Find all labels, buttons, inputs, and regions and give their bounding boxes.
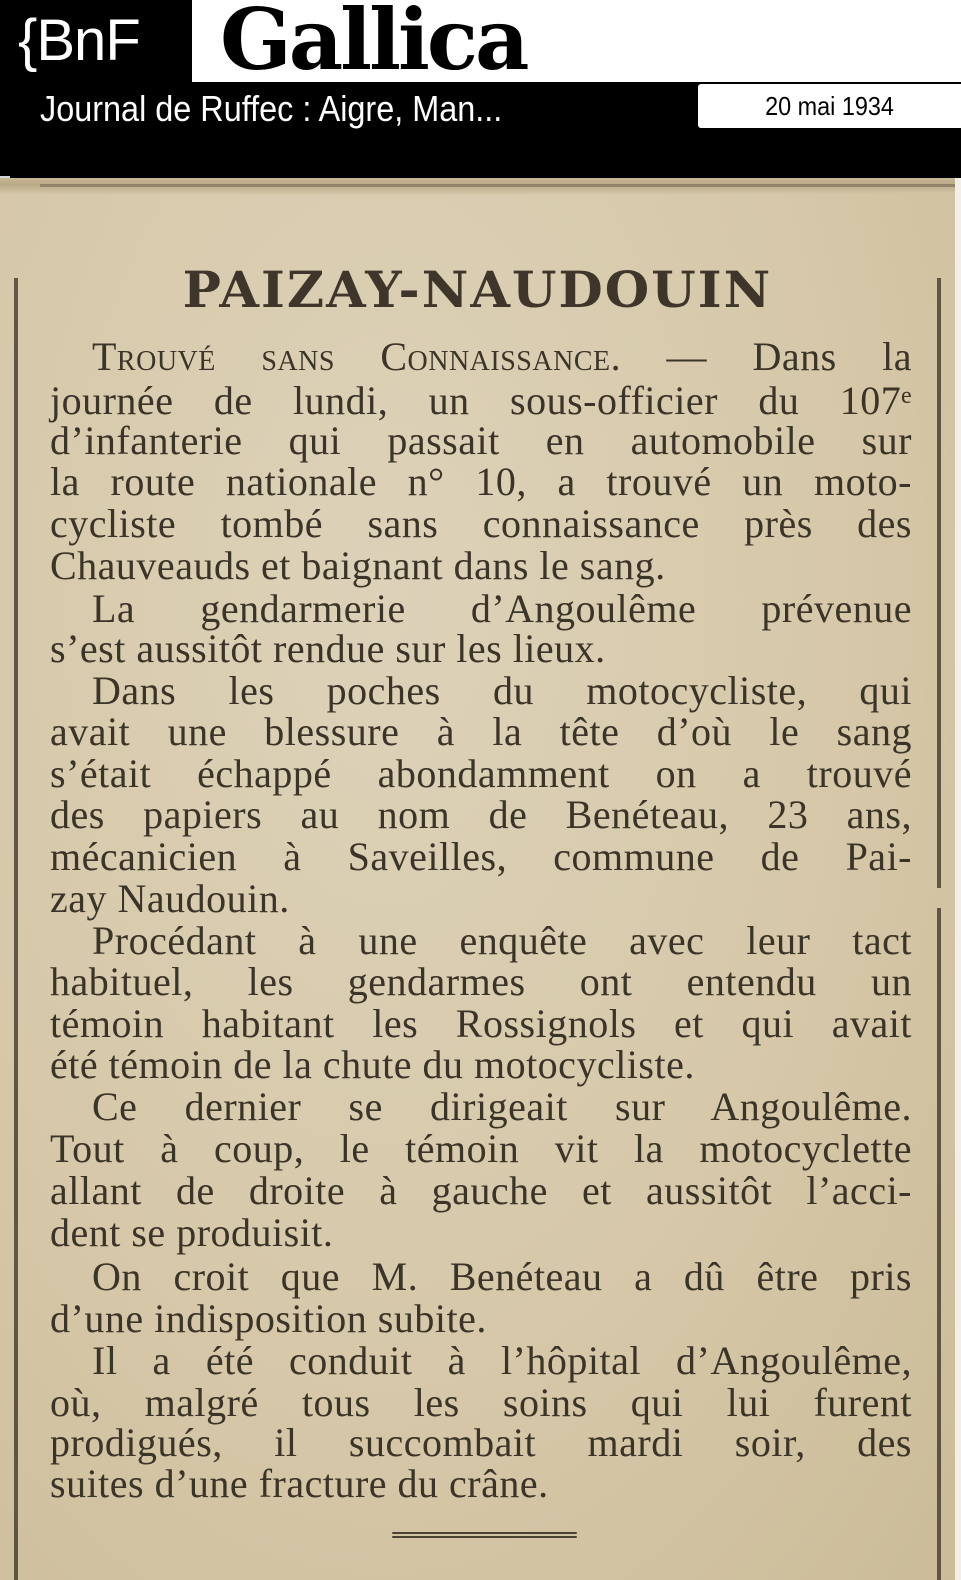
gallica-logo[interactable]: Gallica xyxy=(220,0,527,89)
document-title[interactable]: Journal de Ruffec : Aigre, Man... xyxy=(40,88,503,129)
article-line xyxy=(50,878,912,920)
article-line xyxy=(50,1212,912,1254)
article-line-text: On croit que M. Benéteau a dû être pris xyxy=(92,1254,912,1299)
article-line xyxy=(50,503,912,545)
bnf-logo[interactable]: {BnF xyxy=(0,0,192,82)
article-line-text: où, malgré tous les soins qui lui furent xyxy=(50,1380,912,1425)
article-line xyxy=(50,1170,912,1212)
article-line-text: des papiers au nom de Benéteau, 23 ans, xyxy=(50,792,912,837)
article-line xyxy=(50,336,912,378)
article-line xyxy=(50,920,912,962)
article-line xyxy=(50,711,912,753)
article-line-text: journée de lundi, un sous-officier du 107ᵉ xyxy=(50,378,912,423)
article-line-text: — Dans la xyxy=(621,334,913,379)
article-line-text: dent se produisit. xyxy=(50,1210,334,1255)
article-line-text: suites d’une fracture du crâne. xyxy=(50,1461,549,1506)
gallica-logo-box xyxy=(192,0,961,89)
article-line xyxy=(50,1128,912,1170)
article-line-text: cycliste tombé sans connaissance près des xyxy=(50,501,912,546)
scanned-page xyxy=(0,178,961,1580)
date-badge[interactable] xyxy=(698,84,961,128)
article-line xyxy=(50,380,912,422)
article-line xyxy=(50,1340,912,1382)
article-line-text: s’était échappé abondamment on a trouvé xyxy=(50,751,912,796)
page-edge xyxy=(955,178,961,1580)
article-line-text: s’est aussitôt rendue sur les lieux. xyxy=(50,626,606,671)
article-line-text: Tout à coup, le témoin vit la motocyclette xyxy=(50,1126,912,1171)
article-line-text: été témoin de la chute du motocycliste. xyxy=(50,1042,695,1087)
article-line xyxy=(50,794,912,836)
article-line-text: la route nationale n° 10, a trouvé un moto- xyxy=(50,459,912,504)
article-line xyxy=(50,670,912,712)
column-rule-left xyxy=(14,278,18,1580)
article-line-text: allant de droite à gauche et aussitôt l’acci- xyxy=(50,1168,912,1213)
article-line-text: Il a été conduit à l’hôpital d’Angoulême, xyxy=(92,1338,912,1383)
article-line xyxy=(50,420,912,462)
article-line xyxy=(50,1003,912,1045)
article-line xyxy=(50,1298,912,1340)
article-line xyxy=(50,1044,912,1086)
article-line xyxy=(50,1256,912,1298)
article-line-text: prodigués, il succombait mardi soir, des xyxy=(50,1420,912,1465)
column-rule-right xyxy=(937,278,941,888)
article-line-text: mécanicien à Saveilles, commune de Pai- xyxy=(50,834,912,879)
article-line xyxy=(50,588,912,630)
article-line xyxy=(50,961,912,1003)
article-line xyxy=(50,1382,912,1424)
article-line xyxy=(50,1086,912,1128)
article-line-text: d’infanterie qui passait en automobile sur xyxy=(50,418,912,463)
article-line-text: La gendarmerie d’Angoulême prévenue xyxy=(92,586,912,631)
article-line xyxy=(50,545,912,587)
article-line xyxy=(50,753,912,795)
article-line-text: Dans les poches du motocycliste, qui xyxy=(92,668,912,713)
article-line-text: Procédant à une enquête avec leur tact xyxy=(92,918,912,963)
article-line-text: zay Naudouin. xyxy=(50,876,290,921)
article-line xyxy=(50,836,912,878)
article-line xyxy=(50,628,912,670)
article-line-text: Chauveauds et baignant dans le sang. xyxy=(50,543,666,588)
top-border-line xyxy=(40,184,955,187)
article-line-text: d’une indisposition subite. xyxy=(50,1296,487,1341)
article-line-text: habituel, les gendarmes ont entendu un xyxy=(50,959,912,1004)
document-date: 20 mai 1934 xyxy=(765,91,894,121)
article-headline: PAIZAY-NAUDOUIN xyxy=(182,260,773,319)
article-line xyxy=(50,461,912,503)
article-line xyxy=(50,1422,912,1464)
article-separator xyxy=(392,1530,577,1536)
article-line-text: avait une blessure à la tête d’où le sang xyxy=(50,709,912,754)
article-line xyxy=(50,1463,912,1505)
column-rule-right-lower xyxy=(937,908,941,1580)
viewer-header xyxy=(0,0,961,178)
article-line-text: témoin habitant les Rossignols et qui avait xyxy=(50,1001,912,1046)
article-line-text: Ce dernier se dirigeait sur Angoulême. xyxy=(92,1084,912,1129)
article-subheading: Trouvé sans Connaissance. xyxy=(92,334,622,379)
